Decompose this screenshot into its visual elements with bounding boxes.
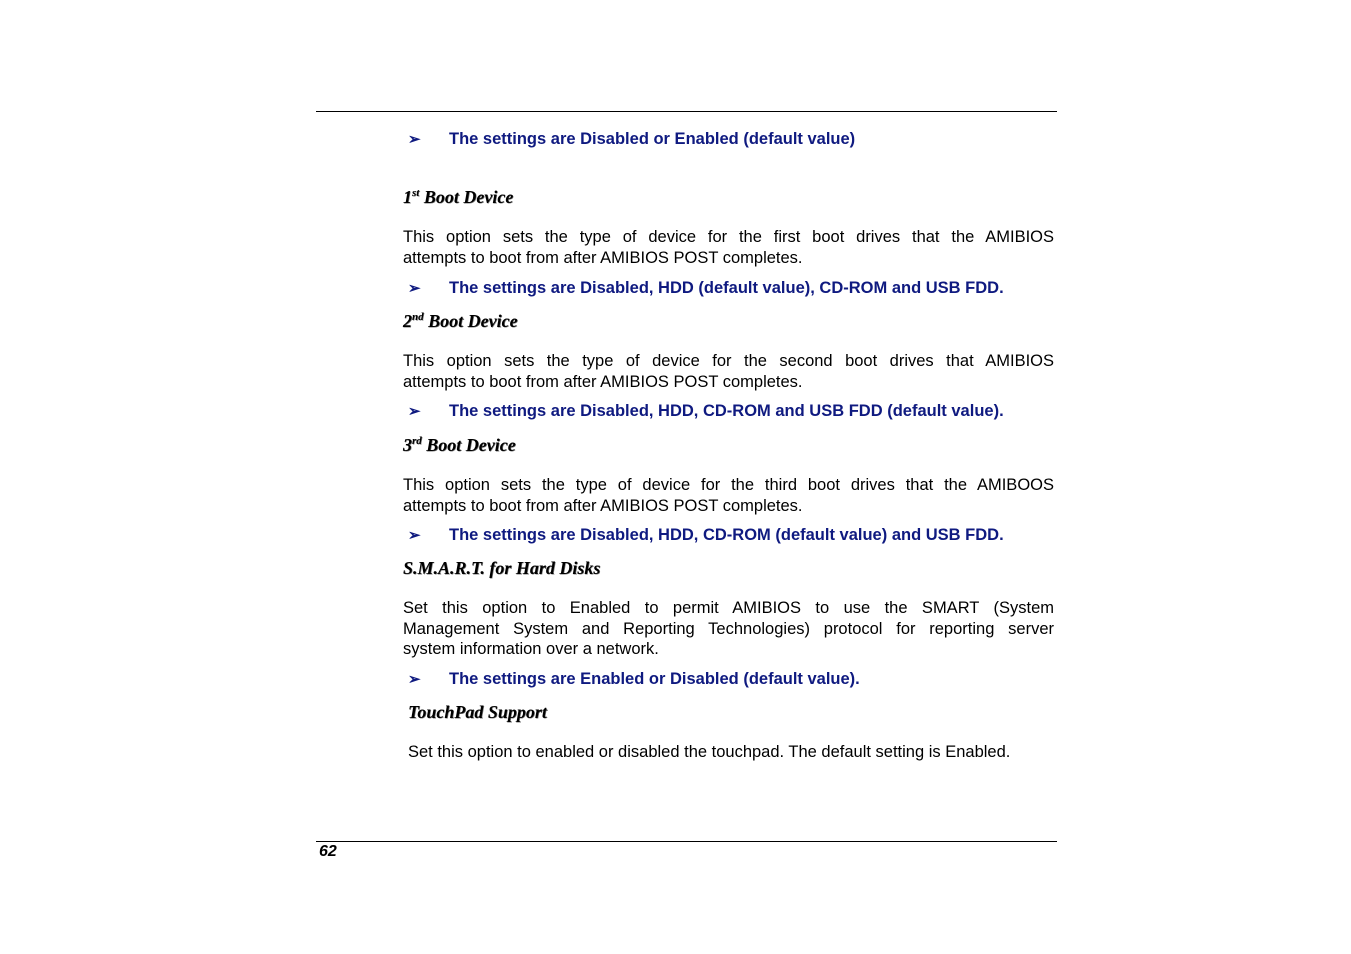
paragraph-line: attempts to boot from after AMIBIOS POST completes. [403,372,803,391]
paragraph-line: This option sets the type of device for the second boot drives that AMIBIOS [403,352,1054,370]
page-number: 62 [319,843,337,860]
bullet-text: The settings are Enabled or Disabled (default value). [449,670,860,688]
section-paragraph [403,351,1054,392]
bullet-text: The settings are Disabled, HDD, CD-ROM (default value) and USB FDD. [449,526,1004,544]
heading-superscript: st [412,187,420,199]
paragraph-line: Set this option to Enabled to permit AMIBIOS to use the SMART (System [403,599,1054,617]
paragraph-line: attempts to boot from after AMIBIOS POST completes. [403,496,803,515]
section-heading-third-boot-device [403,435,516,456]
section-heading-first-boot-device [403,187,513,208]
bullet-text: The settings are Disabled, HDD (default value), CD-ROM and USB FDD. [449,279,1004,297]
arrow-bullet-icon: ➢ [408,527,421,544]
heading-number: 3 [403,435,412,455]
section-paragraph [403,475,1054,516]
section-heading-second-boot-device [403,311,518,332]
heading-superscript: nd [412,311,424,323]
heading-text: Boot Device [421,435,516,455]
paragraph-line: This option sets the type of device for the first boot drives that the AMIBIOS [403,228,1054,246]
section-paragraph [403,598,1054,660]
arrow-bullet-icon: ➢ [408,671,421,688]
bullet-item [408,130,855,149]
heading-superscript: rd [412,435,422,447]
heading-text: Boot Device [423,311,518,331]
heading-text: Boot Device [419,187,514,207]
bullet-item [408,279,1004,298]
section-paragraph: Set this option to enabled or disabled the touchpad. The default setting is Enabled. [408,743,1011,761]
arrow-bullet-icon: ➢ [408,131,421,148]
paragraph-line: attempts to boot from after AMIBIOS POST completes. [403,248,803,267]
bullet-item [408,402,1004,421]
heading-number: 2 [403,311,412,331]
bullet-item [408,526,1004,545]
paragraph-line: Management System and Reporting Technologies) protocol for reporting server [403,619,1054,638]
footer-rule [316,841,1057,842]
header-rule [316,111,1057,112]
paragraph-line: This option sets the type of device for the third boot drives that the AMIBOOS [403,476,1054,494]
heading-text: S.M.A.R.T. for Hard Disks [403,558,601,578]
section-heading-smart [403,558,600,579]
section-heading-touchpad-support [408,702,547,723]
paragraph-line: system information over a network. [403,640,659,658]
bullet-text: The settings are Disabled, HDD, CD-ROM and USB FDD (default value). [449,402,1004,420]
arrow-bullet-icon: ➢ [408,280,421,297]
arrow-bullet-icon: ➢ [408,403,421,420]
heading-text: TouchPad Support [408,702,547,722]
heading-number: 1 [403,187,412,207]
section-paragraph [403,227,1054,268]
bullet-item [408,670,860,689]
bullet-text: The settings are Disabled or Enabled (default value) [449,130,856,148]
